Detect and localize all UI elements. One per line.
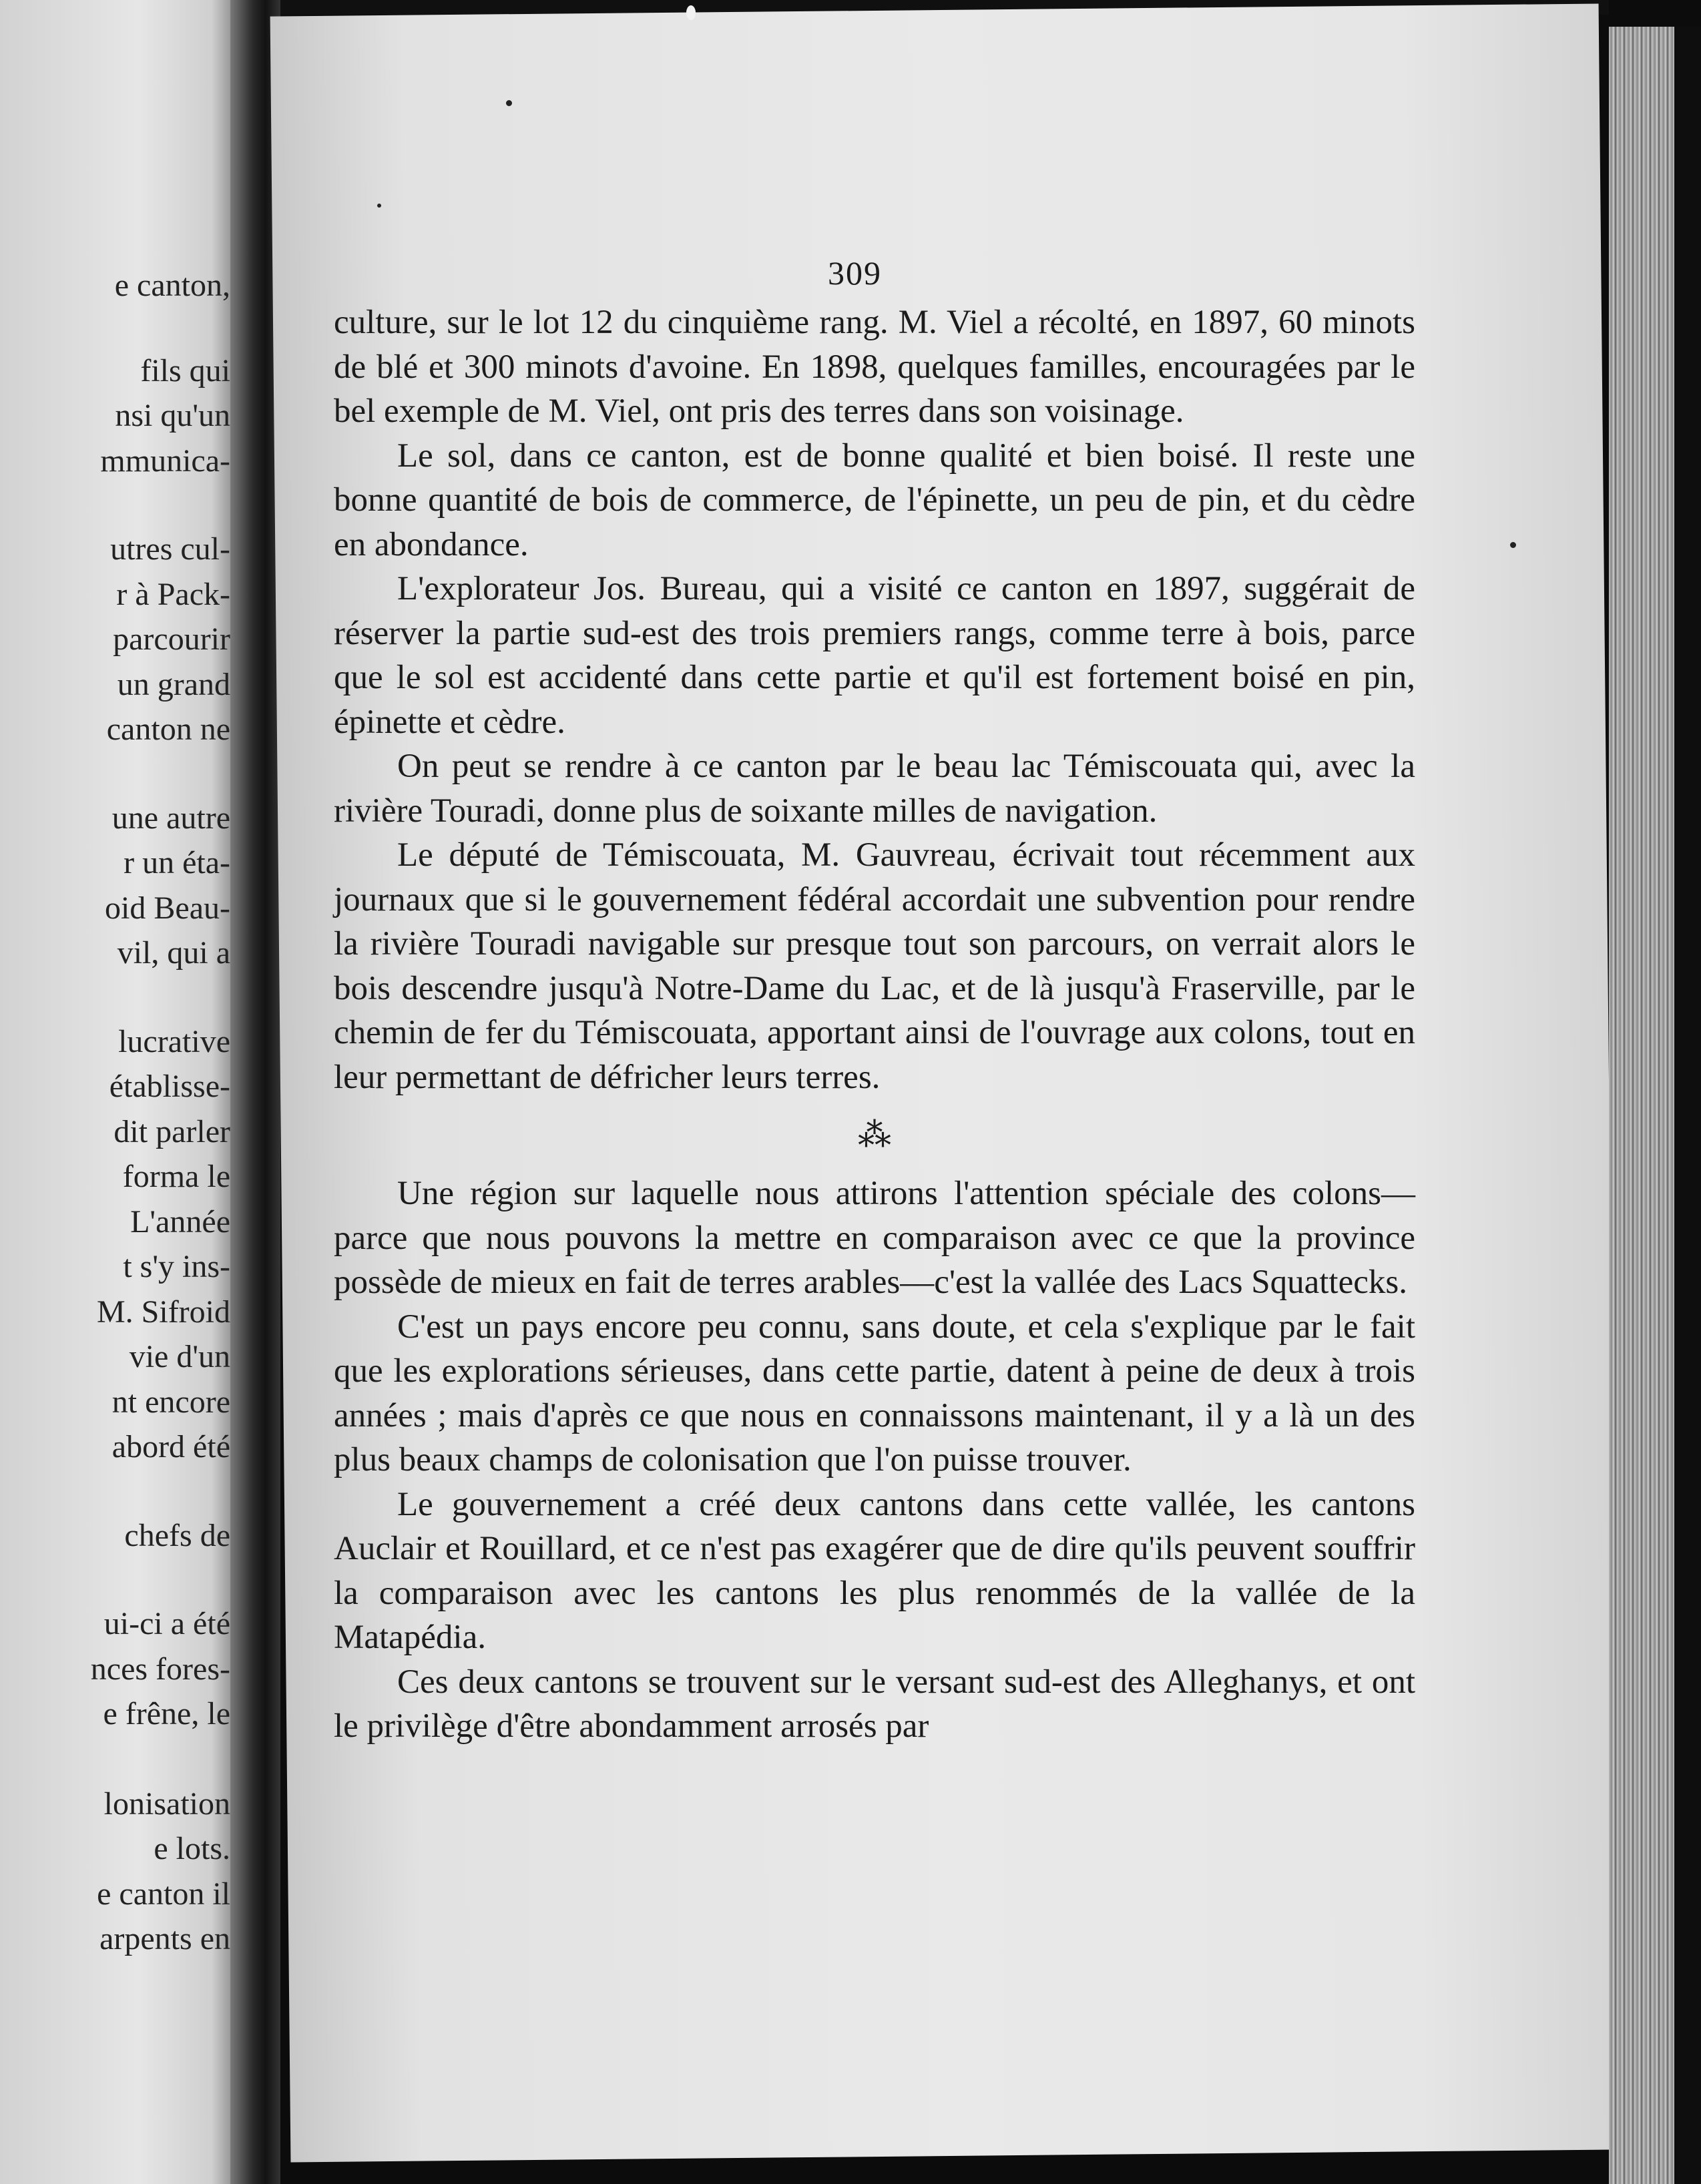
- left-page-line: une autre: [111, 800, 230, 836]
- left-page-line: e lots.: [154, 1831, 230, 1866]
- speck: [686, 5, 696, 20]
- page-body: [334, 300, 1415, 1749]
- left-page-line: e canton,: [114, 268, 230, 303]
- left-page-line: forma le: [122, 1159, 230, 1194]
- left-page-line: vil, qui a: [117, 935, 230, 971]
- paragraph: Une région sur laquelle nous attirons l'attention spéciale des colons—parce que nous pouvons la mettre en comparaison avec ce que la province possède de mieux en fait de terres arables—c'est la vallée des Lacs Squattecks.: [334, 1175, 1415, 1301]
- left-page-line: r un éta-: [124, 845, 230, 880]
- left-page-line: canton ne: [106, 712, 230, 747]
- left-page-line: M. Sifroid: [96, 1294, 230, 1330]
- left-page-line: lucrative: [118, 1024, 230, 1059]
- paragraph: C'est un pays encore peu connu, sans doute, et cela s'explique par le fait que les explorations sérieuses, dans cette partie, datent à peine de deux à trois années ; mais d'après ce que nous en connaissons maintenant, il y a là un des plus beaux champs de colonisation que l'on puisse trouver.: [334, 1308, 1415, 1478]
- left-page-line: parcourir: [113, 621, 230, 657]
- left-page-line: un grand: [117, 667, 230, 702]
- left-page-line: établisse-: [109, 1069, 230, 1104]
- left-page-line: r à Pack-: [116, 577, 230, 612]
- left-page-line: abord été: [111, 1429, 230, 1464]
- left-page-line: chefs de: [124, 1518, 230, 1553]
- left-page-line: nces fores-: [90, 1651, 230, 1687]
- left-page-line: dit parler: [113, 1114, 230, 1149]
- paragraph: On peut se rendre à ce canton par le beau lac Témiscouata qui, avec la rivière Touradi, donne plus de soixante milles de navigation.: [334, 748, 1415, 830]
- paragraph: culture, sur le lot 12 du cinquième rang. M. Viel a récolté, en 1897, 60 minots de blé et 300 minots d'avoine. En 1898, quelques familles, encouragées par le bel exemple de M. Viel, ont pris des terres dans son voisinage.: [334, 304, 1415, 430]
- left-page-line: arpents en: [99, 1921, 230, 1956]
- paragraph: Le sol, dans ce canton, est de bonne qualité et bien boisé. Il reste une bonne quantité de bois de commerce, de l'épinette, un peu de pin, et du cèdre en abondance.: [334, 437, 1415, 563]
- left-page-line: lonisation: [103, 1786, 230, 1822]
- speck: [506, 100, 512, 106]
- left-page-line: e canton il: [97, 1876, 230, 1912]
- page-number: 309: [828, 254, 882, 292]
- left-facing-page: [0, 0, 230, 2184]
- speck: [377, 204, 381, 208]
- paragraph: L'explorateur Jos. Bureau, qui a visité ce canton en 1897, suggérait de réserver la partie sud-est des trois premiers rangs, comme terre à bois, parce que le sol est accidenté dans cette partie et qu'il est fortement boisé en pin, épinette et cèdre.: [334, 570, 1415, 741]
- left-page-line: nsi qu'un: [115, 398, 230, 433]
- left-page-line: oid Beau-: [105, 890, 230, 926]
- left-page-line: t s'y ins-: [123, 1249, 230, 1284]
- paragraph: Ces deux cantons se trouvent sur le versant sud-est des Alleghanys, et ont le privilège d'être abondamment arrosés par: [334, 1663, 1415, 1745]
- speck: [1510, 542, 1516, 548]
- left-page-line: mmunica-: [100, 443, 230, 479]
- left-page-line: nt encore: [111, 1384, 230, 1420]
- left-page-line: utres cul-: [110, 531, 230, 567]
- left-page-line: e frêne, le: [103, 1696, 230, 1731]
- page-edges: [1609, 27, 1701, 2184]
- left-page-line: fils qui: [140, 353, 230, 388]
- left-page-line: vie d'un: [129, 1339, 230, 1374]
- left-page-line: L'année: [130, 1204, 230, 1240]
- paragraph: Le gouvernement a créé deux cantons dans cette vallée, les cantons Auclair et Rouillard, et ce n'est pas exagérer que de dire qu'ils peuvent souffrir la comparaison avec les cantons les plus renommés de la vallée de la Matapédia.: [334, 1485, 1415, 1656]
- left-page-line: ui-ci a été: [103, 1606, 230, 1641]
- paragraph: Le député de Témiscouata, M. Gauvreau, écrivait tout récemment aux journaux que si le gouvernement fédéral accordait une subvention pour rendre la rivière Touradi navigable sur presque tout son parcours, on verrait alors le bois descendre jusqu'à Notre-Dame du Lac, et de là jusqu'à Fraserville, par le chemin de fer du Témiscouata, apportant ainsi de l'ouvrage aux colons, tout en leur permettant de défricher leurs terres.: [334, 836, 1415, 1096]
- section-separator: ⁂: [858, 1116, 891, 1153]
